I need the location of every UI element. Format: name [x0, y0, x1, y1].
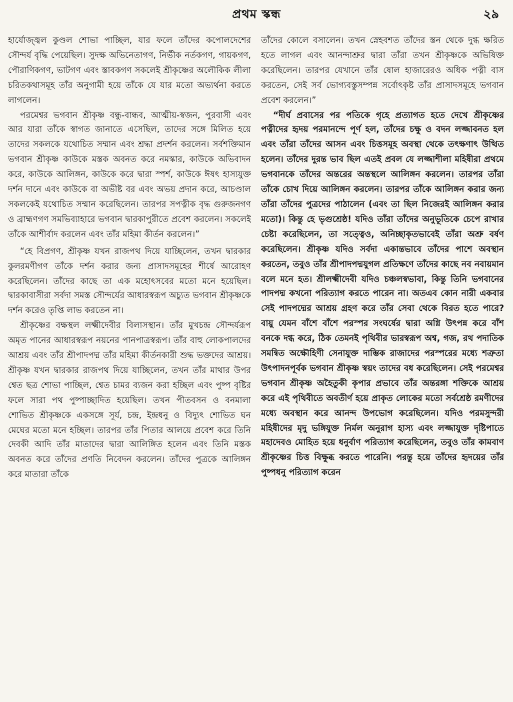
paragraph: পরমেশ্বর ভগবান শ্রীকৃষ্ণ বন্ধু-বান্ধব, আত্মীয়-স্বজন, পুরবাসী এবং আর যারা তাঁকে স্বাগত জানাতে এসেছিল, তাদের সঙ্গে মিলিত হয়ে তাদের সকলকে যথোচিত সম্মান এবং শ্রদ্ধা প্রদর্শন করলেন। সর্বশক্তিমান ভগবান শ্রীকৃষ্ণ কাউকে মস্তক অবনত করে নমস্কার, কাউকে অভিবাদন করে, কাউকে আলিঙ্গন, কাউকে করে দ্বারা স্পর্শ, কাউকে ঈষৎ হাস্যযুক্ত দর্শন দানে এবং কাউকে বা অভীষ্ট বর এবং অভয় প্রদান করে, আচণ্ডাল সকলকেই যথোচিত সম্মান করেছিলেন। তারপর সপত্নীক বৃদ্ধ গুরুজনগণ ও ব্রাহ্মণগণ সমভিব্যাহারে ভগবান দ্বারকাপুরীতে প্রবেশ করলেন। সকলেই তাঁকে আশীর্বাদ করলেন এবং তাঁর মহিমা কীর্তন করলেন।” [8, 110, 251, 240]
paragraph: “দীর্ঘ প্রবাসের পর পতিকে গৃহে প্রত্যাগত হতে দেখে শ্রীকৃষ্ণের পত্নীদের হৃদয় পরমানন্দে পূর্ণ হল, তাঁদের চক্ষু ও বদন লজ্জাবনত হল এবং তাঁরা তাঁদের আসন এবং চিত্তসমূহ অবস্থা থেকে তৎক্ষণাৎ উত্থিত হলেন। তাঁদের দুরন্ত ভাব ছিল এতই প্রবল যে লজ্জাশীলা মহিষীরা প্রথমে ভগবানকে তাঁদের অন্তরের অন্তস্থলে আলিঙ্গন করলেন। তারপর তাঁরা তাঁকে চোখ দিয়ে আলিঙ্গন করলেন। তারপর তাঁকে আলিঙ্গন করার জন্য তাঁরা তাঁদের পুত্রদের পাঠালেন (এবং তা ছিল নিজেরই আলিঙ্গন করার মতো)। কিন্তু হে ভৃগুশ্রেষ্ঠ! যদিও তাঁরা তাঁদের অনুভূতিকে চেপে রাখার চেষ্টা করেছিলেন, তা সত্ত্বেও, অনিচ্ছাকৃতভাবেই তাঁরা অশ্রু বর্ষণ করেছিলেন। শ্রীকৃষ্ণ যদিও সর্বদা একান্তভাবে তাঁদের পাশে অবস্থান করতেন, তবুও তাঁর শ্রীপাদপদ্মযুগল প্রতিক্ষণে তাঁদের কাছে নব নবায়মান বলে মনে হত। শ্রীলক্ষ্মীদেবী যদিও চঞ্চলস্বভাবা, কিন্তু তিনি ভগবানের পাদপদ্ম কখনো পরিত্যাগ করতে পারেন না। অতএব কোন নারী একবার সেই পাদপদ্মের আশ্রয় গ্রহণ করে তাঁর সেবা থেকে বিরত হতে পারে? বায়ু যেমন বাঁশে বাঁশে পরস্পর সংঘর্ষের দ্বারা অগ্নি উৎপন্ন করে বাঁশ বনকে দগ্ধ করে, ঠিক তেমনই পৃথিবীর ভারস্বরূপ অশ্ব, গজ, রথ পদাতিক সমন্বিত অক্ষৌহিণী সেনাযুক্ত দাম্ভিক রাজাদের পরস্পরের মধ্যে শত্রুতা উৎপাদনপূর্বক ভগবান শ্রীকৃষ্ণ স্বয়ং তাদের বধ করেছিলেন। সেই পরমেশ্বর ভগবান শ্রীকৃষ্ণ অহৈতুকী কৃপার প্রভাবে তাঁর অন্তরঙ্গা শক্তিকে আশ্রয় করে এই পৃথিবীতে অবতীর্ণ হয়ে প্রাকৃত লোকের মতো সর্বশ্রেষ্ঠ রমণীদের মধ্যে অবস্থান করে আনন্দ উপভোগ করেছিলেন। যদিও পরমসুন্দরী মহিষীদের মৃদু ভঙ্গিযুক্ত নির্মল অনুরাগ হাস্য এবং লজ্জাযুক্ত দৃষ্টিপাতে মহাদেবও মোহিত হয়ে ধনুর্বাণ পরিত্যাগ করেছিলেন, তবুও তাঁর কামবাণ শ্রীকৃষ্ণের চিত্ত বিক্ষুব্ধ করতে পারেনি। পরন্তু হয়ে তাঁদের হৃদয়ের তাঁর পুষ্পধনু পরিত্যাগ করেন [261, 110, 504, 479]
right-column [261, 34, 504, 696]
paragraph: “হে বিপ্রগণ, শ্রীকৃষ্ণ যখন রাজপথ দিয়ে যাচ্ছিলেন, তখন দ্বারকার কুলরমণীগণ তাঁকে দর্শন করার জন্য প্রাসাদসমূহের শীর্ষে আরোহণ করেছিলেন। তাঁদের কাছে তা এক মহোৎসবের মতো মনে হয়েছিল। দ্বারকাবাসীরা সর্বদা সমস্ত সৌন্দর্যের আধারস্বরূপ অচ্যুত ভগবান শ্রীকৃষ্ণকে দর্শন করেও তৃপ্তি লাভ করতেন না। [8, 246, 251, 317]
left-column [8, 34, 251, 696]
paragraph: তাঁদের কোলে বসালেন। তখন স্নেহবশত তাঁদের স্তন থেকে দুগ্ধ ক্ষরিত হতে লাগল এবং আনন্দাশ্রুর দ্বারা তাঁরা তখন শ্রীকৃষ্ণকে অভিষিক্ত করেছিলেন। তারপর যেখানে তাঁর ষোল হাজারেরও অধিক পত্নী বাস করতেন, সেই সর্ব ভোগ্যবস্তুসম্পন্ন সর্বোৎকৃষ্ট তাঁর প্রাসাদসমূহে ভগবান প্রবেশ করলেন।” [261, 36, 504, 106]
paragraph: শ্রীকৃষ্ণের বক্ষস্থল লক্ষ্মীদেবীর বিলাসস্থান। তাঁর মুখচন্দ্র সৌন্দর্যরূপ অমৃত পানের আধারস্বরূপ নয়নের পানপাত্রস্বরূপ। তাঁর বাহু লোকপালদের আশ্রয় এবং তাঁর শ্রীপাদপদ্ম তাঁর মহিমা কীর্তনকারী শুদ্ধ ভক্তদের আশ্রয়। শ্রীকৃষ্ণ যখন দ্বারকার রাজপথ দিয়ে যাচ্ছিলেন, তখন তাঁর মাথার উপর শ্বেত ছত্র শোভা পাচ্ছিল, শ্বেত চামর ব্যজন করা হচ্ছিল এবং পুষ্প বৃষ্টির ফলে সারা পথ পুষ্পাচ্ছাদিত হয়েছিল। তখন পীতবসন ও বনমালা শোভিত শ্রীকৃষ্ণকে একসঙ্গে সূর্য, চন্দ্র, ইন্দ্রধনু ও বিদ্যুৎ শোভিত ঘন মেঘের মতো মনে হচ্ছিল। তারপর তাঁর পিতার আলয়ে প্রবেশ করে তিনি দেবকী আদি তাঁর মাতাদের দ্বারা আলিঙ্গিত হলেন এবং তিনি মস্তক অবনত করে তাঁদের প্রণতি নিবেদন করলেন। তাঁদের পুত্রকে আলিঙ্গন করে মাতারা তাঁকে [8, 321, 251, 481]
page-header [0, 6, 513, 28]
running-header-title: প্রথম স্কন্ধ [232, 7, 281, 21]
page-number: ২৯ [483, 7, 499, 21]
text-columns [8, 34, 505, 696]
paragraph: হার্যোজ্জ্বল কুণ্ডল শোভা পাচ্ছিল, যার ফলে তাঁদের কপোলদেশের সৌন্দর্য বৃদ্ধি পেয়েছিল। সুদক্ষ অভিনেতাগণ, নির্ভীক নর্তকগণ, গায়কগণ, পৌরাণিকগণ, ভাটগণ এবং স্তাবকগণ সকলেই শ্রীকৃষ্ণের অলৌকিক লীলা চরিতকথাসমূহ তাঁর অনুগামী হয়ে তাঁকে যে যার মতো অভ্যর্থনা করতে লাগলেন। [8, 36, 251, 106]
